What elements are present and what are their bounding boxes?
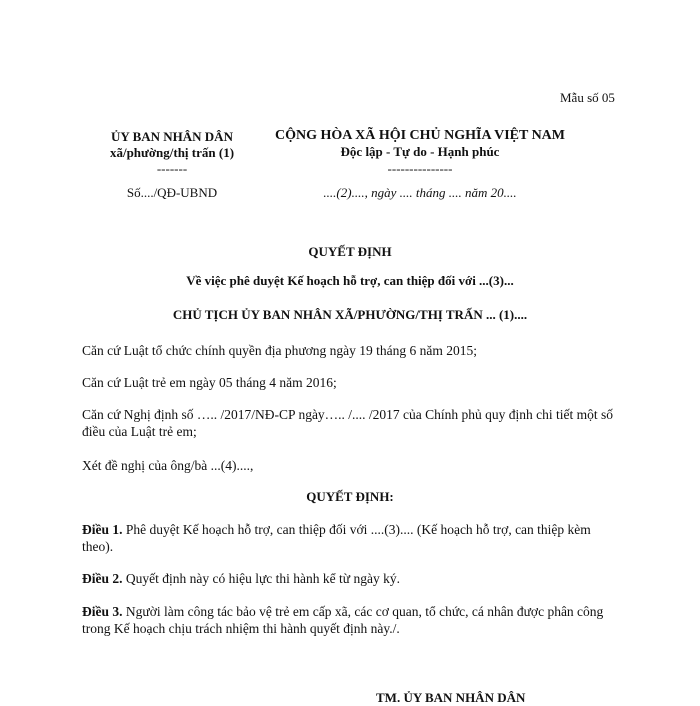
left-header xyxy=(82,129,262,201)
article-3 xyxy=(82,603,622,637)
right-header xyxy=(270,128,570,201)
committee-name: ỦY BAN NHÂN DÂN xyxy=(111,129,233,144)
form-number: Mẫu số 05 xyxy=(560,90,615,105)
document-title: QUYẾT ĐỊNH xyxy=(308,244,392,259)
article-1-label: Điều 1. xyxy=(82,522,123,537)
right-separator: --------------- xyxy=(387,161,453,176)
document-subject: Về việc phê duyệt Kế hoạch hỗ trợ, can thiệp đối với ...(3)... xyxy=(186,273,514,288)
article-2 xyxy=(82,570,400,587)
left-separator: ------- xyxy=(156,161,188,176)
issuing-authority: CHỦ TỊCH ỦY BAN NHÂN XÃ/PHƯỜNG/THỊ TRẤN ... (1).... xyxy=(172,307,528,322)
article-2-label: Điều 2. xyxy=(82,571,123,586)
nation-title: CỘNG HÒA XÃ HỘI CHỦ NGHĨA VIỆT NAM xyxy=(274,128,565,143)
reference-number: Số..../QĐ-UBND xyxy=(126,185,218,200)
decision-heading: QUYẾT ĐỊNH: xyxy=(306,489,394,504)
proposal-line: Xét đề nghị của ông/bà ...(4)...., xyxy=(82,458,254,473)
article-3-label: Điều 3. xyxy=(82,604,123,619)
article-1 xyxy=(82,521,622,555)
basis-line-2: Căn cứ Luật trẻ em ngày 05 tháng 4 năm 2016; xyxy=(82,375,337,390)
article-3-text: Người làm công tác bảo vệ trẻ em cấp xã, các cơ quan, tổ chức, cá nhân được phân công trong Kế hoạch chịu trách nhiệm thi hành quyết định này./. xyxy=(82,604,604,636)
article-1-text: Phê duyệt Kế hoạch hỗ trợ, can thiệp đối với ....(3).... (Kế hoạch hỗ trợ, can thiệp kèm theo). xyxy=(82,522,591,554)
date-line: ....(2)...., ngày .... tháng .... năm 20.... xyxy=(323,185,517,200)
nation-motto: Độc lập - Tự do - Hạnh phúc xyxy=(340,144,500,159)
committee-locality: xã/phường/thị trấn (1) xyxy=(109,145,235,160)
basis-line-1: Căn cứ Luật tổ chức chính quyền địa phương ngày 19 tháng 6 năm 2015; xyxy=(82,343,478,358)
article-2-text: Quyết định này có hiệu lực thi hành kể từ ngày ký. xyxy=(122,571,400,586)
signature-block: TM. ỦY BAN NHÂN DÂN xyxy=(376,690,526,705)
basis-line-3: Căn cứ Nghị định số ….. /2017/NĐ-CP ngày….. /.... /2017 của Chính phủ quy định chi tiết một số điều của Luật trẻ em; xyxy=(82,407,614,439)
